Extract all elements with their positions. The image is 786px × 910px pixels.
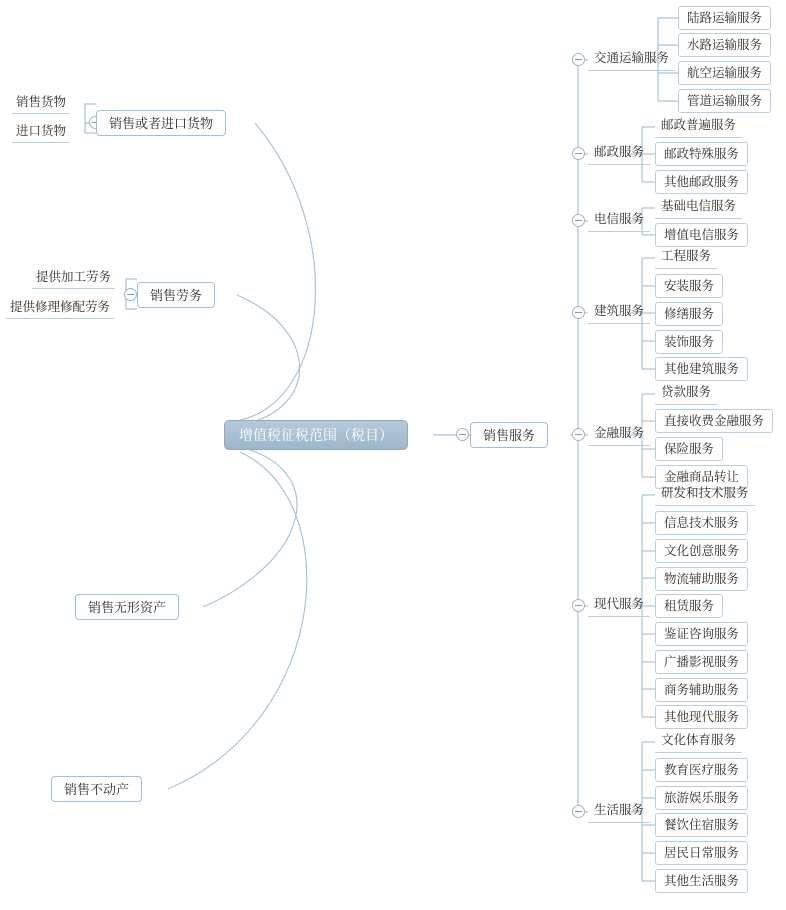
node-label: 管道运输服务 <box>687 93 763 108</box>
node-label: 邮政服务 <box>594 145 645 160</box>
node-modern-services[interactable] <box>588 595 650 617</box>
node-information-technology-services[interactable] <box>655 511 748 535</box>
node-business-auxiliary-services[interactable] <box>655 678 748 702</box>
node-repair-services[interactable] <box>6 298 114 319</box>
node-label: 教育医疗服务 <box>664 762 740 777</box>
node-insurance-services[interactable] <box>655 437 723 461</box>
node-other-postal-services[interactable] <box>655 170 748 194</box>
node-sale-of-goods[interactable] <box>12 93 70 114</box>
node-label: 销售服务 <box>483 427 536 443</box>
node-label: 商务辅助服务 <box>664 682 740 697</box>
toggle-telecom-services[interactable] <box>572 214 585 227</box>
node-label: 文化创意服务 <box>664 543 740 558</box>
node-processing-services[interactable] <box>32 268 115 289</box>
node-label: 信息技术服务 <box>664 515 740 530</box>
node-label: 其他建筑服务 <box>664 361 740 376</box>
node-other-construction-services[interactable] <box>655 357 748 381</box>
node-cultural-creative-services[interactable] <box>655 539 748 563</box>
node-label: 交通运输服务 <box>594 51 670 66</box>
node-label: 电信服务 <box>594 212 645 227</box>
toggle-sales-of-services[interactable] <box>456 428 469 441</box>
node-installation-services[interactable] <box>655 274 723 298</box>
node-basic-telecom-services[interactable] <box>655 197 742 219</box>
node-label: 进口货物 <box>16 123 67 138</box>
node-engineering-services[interactable] <box>655 247 717 269</box>
node-label: 工程服务 <box>661 249 712 264</box>
toggle-modern-services[interactable] <box>572 599 585 612</box>
node-label: 金融商品转让 <box>664 469 740 484</box>
node-label: 保险服务 <box>664 441 715 456</box>
node-label: 现代服务 <box>594 597 645 612</box>
node-sales-of-labor-services[interactable] <box>137 282 215 308</box>
node-sales-or-import-goods[interactable] <box>96 110 226 136</box>
toggle-sales-of-labor-services[interactable] <box>124 288 137 301</box>
node-label: 销售无形资产 <box>88 599 167 615</box>
node-label: 陆路运输服务 <box>687 10 763 25</box>
node-label: 贷款服务 <box>661 385 712 400</box>
node-label: 旅游娱乐服务 <box>664 790 740 805</box>
node-universal-postal-services[interactable] <box>655 116 742 138</box>
node-logistics-auxiliary-services[interactable] <box>655 567 748 591</box>
node-label: 文化体育服务 <box>661 733 737 748</box>
node-air-transport-services[interactable] <box>678 61 771 85</box>
node-label: 租赁服务 <box>664 598 715 613</box>
toggle-lifestyle-services[interactable] <box>572 805 585 818</box>
node-label: 销售劳务 <box>150 287 203 303</box>
root-node[interactable] <box>224 420 408 450</box>
node-label: 鉴证咨询服务 <box>664 626 740 641</box>
node-tourism-entertainment-services[interactable] <box>655 786 748 810</box>
node-label: 装饰服务 <box>664 334 715 349</box>
node-label: 建筑服务 <box>594 304 645 319</box>
node-label: 研发和技术服务 <box>661 486 749 501</box>
node-financial-services[interactable] <box>588 424 650 446</box>
node-label: 邮政普遍服务 <box>661 118 737 133</box>
node-label: 提供加工劳务 <box>36 269 112 284</box>
node-land-transport-services[interactable] <box>678 6 771 30</box>
node-sales-of-services[interactable] <box>470 422 548 448</box>
node-postal-services[interactable] <box>588 143 650 165</box>
node-pipeline-transport-services[interactable] <box>678 89 771 113</box>
node-label: 增值电信服务 <box>664 227 740 242</box>
node-education-medical-services[interactable] <box>655 758 748 782</box>
node-repair-renovation-services[interactable] <box>655 302 723 326</box>
node-other-lifestyle-services[interactable] <box>655 869 748 893</box>
node-label: 销售或者进口货物 <box>109 115 214 131</box>
node-label: 物流辅助服务 <box>664 571 740 586</box>
node-label: 基础电信服务 <box>661 199 737 214</box>
node-rd-and-technical-services[interactable] <box>655 484 755 506</box>
node-sales-of-intangible-assets[interactable] <box>75 594 179 620</box>
node-verification-consulting-services[interactable] <box>655 622 748 646</box>
toggle-postal-services[interactable] <box>572 147 585 160</box>
node-label: 生活服务 <box>594 803 645 818</box>
node-special-postal-services[interactable] <box>655 142 748 166</box>
node-label: 销售不动产 <box>64 781 130 797</box>
node-label: 邮政特殊服务 <box>664 146 740 161</box>
node-label: 其他生活服务 <box>664 873 740 888</box>
toggle-financial-services[interactable] <box>572 428 585 441</box>
node-transportation-services[interactable] <box>588 49 675 71</box>
node-label: 航空运输服务 <box>687 65 763 80</box>
toggle-construction-services[interactable] <box>572 306 585 319</box>
node-label: 修缮服务 <box>664 306 715 321</box>
node-label: 其他现代服务 <box>664 709 740 724</box>
node-import-of-goods[interactable] <box>12 122 70 143</box>
node-telecom-services[interactable] <box>588 210 650 232</box>
node-label: 居民日常服务 <box>664 845 740 860</box>
node-radio-film-tv-services[interactable] <box>655 650 748 674</box>
node-value-added-telecom-services[interactable] <box>655 223 748 247</box>
node-leasing-services[interactable] <box>655 594 723 618</box>
node-culture-sports-services[interactable] <box>655 731 742 753</box>
node-water-transport-services[interactable] <box>678 33 771 57</box>
node-label: 水路运输服务 <box>687 37 763 52</box>
node-construction-services[interactable] <box>588 302 650 324</box>
node-sales-of-real-estate[interactable] <box>51 776 142 802</box>
root-label: 增值税征税范围（税目） <box>239 427 393 443</box>
node-catering-accommodation-services[interactable] <box>655 813 748 837</box>
node-label: 餐饮住宿服务 <box>664 817 740 832</box>
node-label: 其他邮政服务 <box>664 174 740 189</box>
node-label: 广播影视服务 <box>664 654 740 669</box>
node-lifestyle-services[interactable] <box>588 801 650 823</box>
node-label: 提供修理修配劳务 <box>10 299 111 314</box>
node-label: 金融服务 <box>594 426 645 441</box>
node-decoration-services[interactable] <box>655 330 723 354</box>
node-daily-resident-services[interactable] <box>655 841 748 865</box>
node-label: 直接收费金融服务 <box>664 413 765 428</box>
toggle-transportation-services[interactable] <box>572 53 585 66</box>
node-direct-charge-financial-services[interactable] <box>655 409 773 433</box>
node-label: 安装服务 <box>664 278 715 293</box>
node-label: 销售货物 <box>16 94 67 109</box>
node-other-modern-services[interactable] <box>655 705 748 729</box>
node-loan-services[interactable] <box>655 383 717 405</box>
